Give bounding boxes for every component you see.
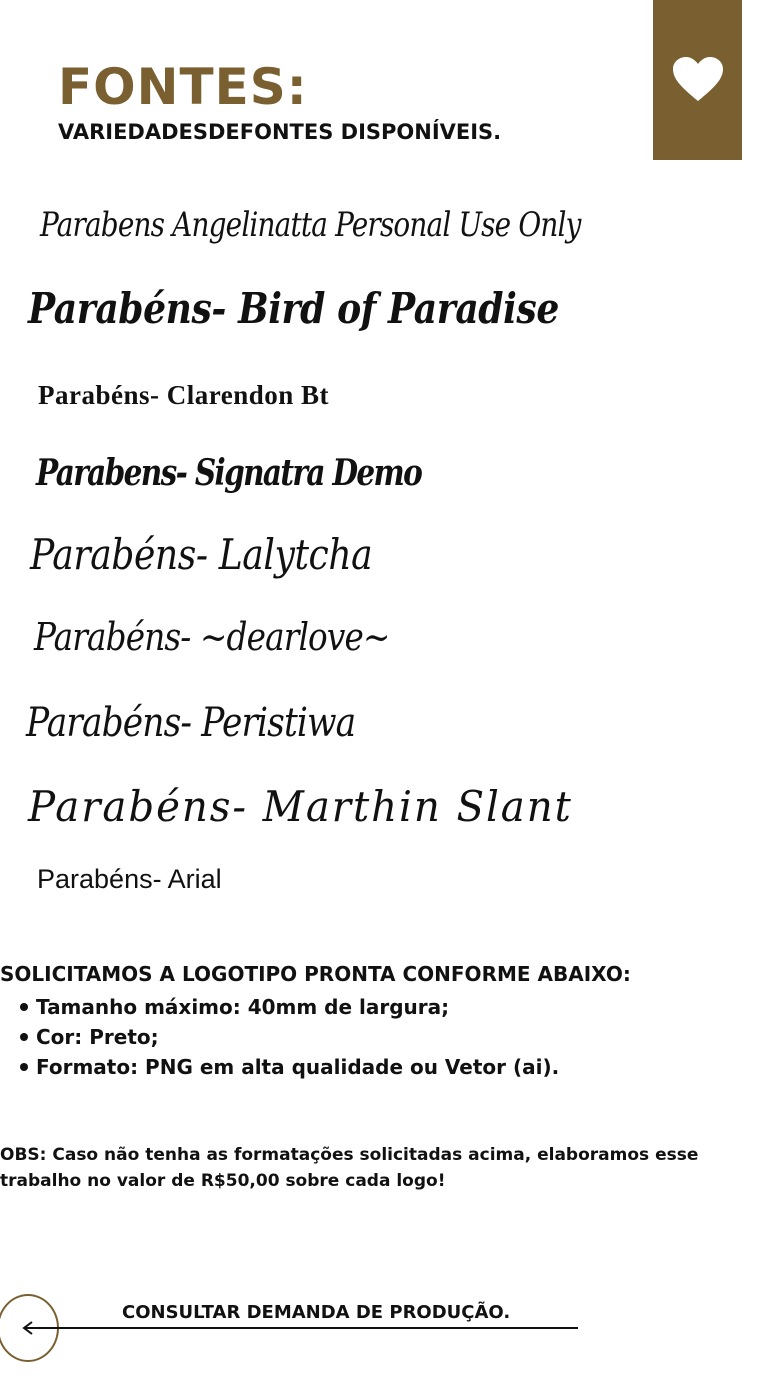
list-item	[36, 1052, 559, 1082]
page-title: FONTES:	[58, 58, 308, 116]
requirements-list	[36, 992, 559, 1082]
production-demand-link[interactable]: CONSULTAR DEMANDA DE PRODUÇÃO.	[122, 1302, 511, 1323]
list-item	[36, 1022, 559, 1052]
font-sample-arial: Parabéns- Arial	[37, 864, 222, 894]
font-sample-peristiwa: Parabéns- Peristiwa	[26, 700, 356, 746]
heart-badge	[653, 0, 742, 160]
list-item	[36, 992, 559, 1022]
requirement-text: Tamanho máximo: 40mm de largura;	[36, 995, 450, 1019]
font-sample-dearlove: Parabéns- ~dearlove~	[34, 615, 390, 659]
bullet-icon	[20, 1063, 28, 1071]
font-sample-clarendon: Parabéns- Clarendon Bt	[38, 380, 330, 410]
bullet-icon	[20, 1003, 28, 1011]
font-sample-lalytcha: Parabéns- Lalytcha	[30, 530, 373, 579]
font-sample-bird-of-paradise: Parabéns- Bird of Paradise	[28, 284, 559, 333]
font-sample-angelinatta: Parabens Angelinatta Personal Use Only	[40, 205, 581, 245]
obs-note: OBS: Caso não tenha as formatações solicitadas acima, elaboramos esse trabalho no valor de R$50,00 sobre cada logo!	[0, 1145, 699, 1191]
font-sample-marthin-slant: Parabéns- Marthin Slant	[28, 782, 573, 831]
bullet-icon	[20, 1033, 28, 1041]
requirement-text: Formato: PNG em alta qualidade ou Vetor (ai).	[36, 1055, 560, 1079]
requirement-text: Cor: Preto;	[36, 1025, 159, 1049]
heart-icon	[673, 57, 723, 103]
requirements-heading: SOLICITAMOS A LOGOTIPO PRONTA CONFORME ABAIXO:	[0, 962, 631, 986]
font-sample-signatra: Parabens- Signatra Demo	[36, 452, 422, 494]
page-subtitle: VARIEDADESDEFONTES DISPONÍVEIS.	[58, 120, 502, 144]
